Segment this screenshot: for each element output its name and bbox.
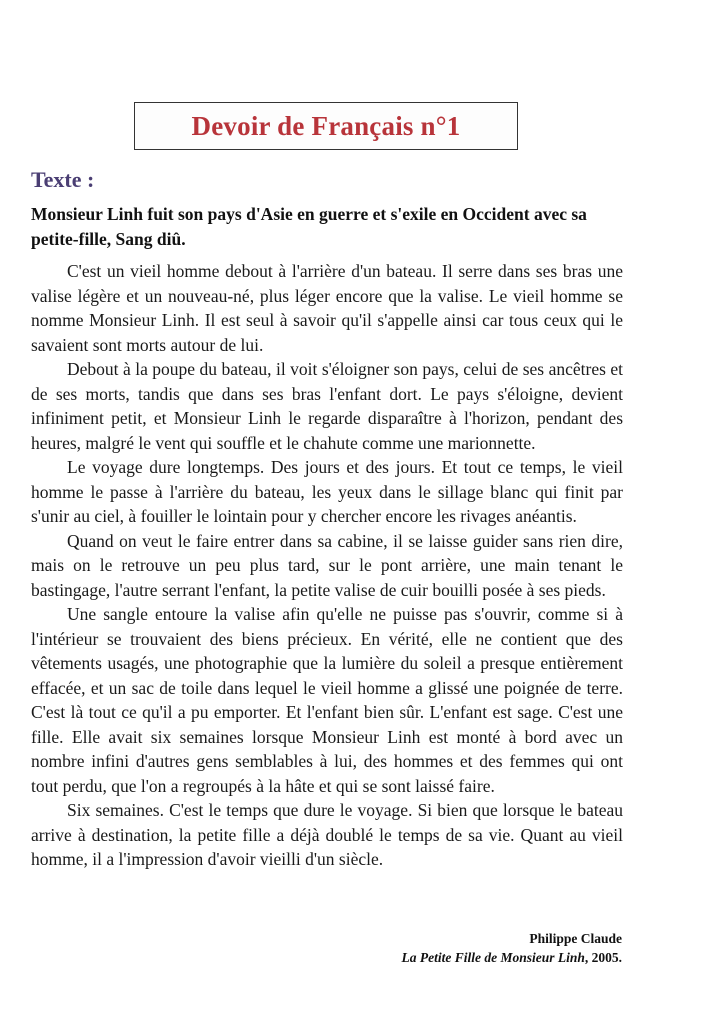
- text-body: [31, 259, 623, 872]
- author-name: Philippe Claude: [529, 931, 622, 946]
- section-heading: Texte :: [31, 167, 95, 192]
- paragraph: Le voyage dure longtemps. Des jours et des jours. Et tout ce temps, le vieil homme le passe à l'arrière du bateau, les yeux dans le sillage blanc qui finit par s'unir au ciel, à fouiller le lointain pour y chercher encore les rivages anéantis.: [31, 457, 623, 526]
- intro-summary: Monsieur Linh fuit son pays d'Asie en guerre et s'exile en Occident avec sa petite-fille, Sang diû.: [31, 204, 587, 249]
- book-title: La Petite Fille de Monsieur Linh: [401, 950, 585, 965]
- publication-year: , 2005.: [584, 950, 622, 965]
- document-title: Devoir de Français n°1: [191, 110, 461, 141]
- paragraph: C'est un vieil homme debout à l'arrière d'un bateau. Il serre dans ses bras une valise légère et un nouveau-né, plus léger encore que la valise. Le vieil homme se nomme Monsieur Linh. Il est seul à savoir qu'il s'appelle ainsi car tous ceux qui le savaient sont morts autour de lui.: [31, 261, 623, 355]
- attribution: [401, 929, 622, 967]
- paragraph: Une sangle entoure la valise afin qu'elle ne puisse pas s'ouvrir, comme si à l'intérieur se trouvaient des biens précieux. En vérité, elle ne contient que des vêtements usagés, une photographie que la lumière du soleil a presque entièrement effacée, et un sac de toile dans lequel le vieil homme a glissé une poignée de terre. C'est là tout ce qu'il a pu emporter. Et l'enfant bien sûr. L'enfant est sage. C'est une fille. Elle avait six semaines lorsque Monsieur Linh est monté à bord avec un nombre infini d'autres gens semblables à lui, des hommes et des femmes qui ont tout perdu, que l'on a regroupés à la hâte et qui se sont laissé faire.: [31, 604, 623, 796]
- paragraph: Six semaines. C'est le temps que dure le voyage. Si bien que lorsque le bateau arrive à destination, la petite fille a déjà doublé le temps de sa vie. Quant au vieil homme, il a l'impression d'avoir vieilli d'un siècle.: [31, 800, 623, 869]
- paragraph: Quand on veut le faire entrer dans sa cabine, il se laisse guider sans rien dire, mais on le retrouve un peu plus tard, sur le pont arrière, une main tenant le bastingage, l'autre serrant l'enfant, la petite valise de cuir bouilli posée à ses pieds.: [31, 530, 623, 600]
- title-box: [134, 102, 518, 150]
- source-line: [401, 948, 622, 967]
- paragraph: Debout à la poupe du bateau, il voit s'éloigner son pays, celui de ses ancêtres et de ses morts, tandis que dans ses bras l'enfant dort. Le pays s'éloigne, devient infiniment petit, et Monsieur Linh le regarde disparaître à l'horizon, pendant des heures, malgré le vent qui souffle et le chahute comme une marionnette.: [31, 359, 623, 453]
